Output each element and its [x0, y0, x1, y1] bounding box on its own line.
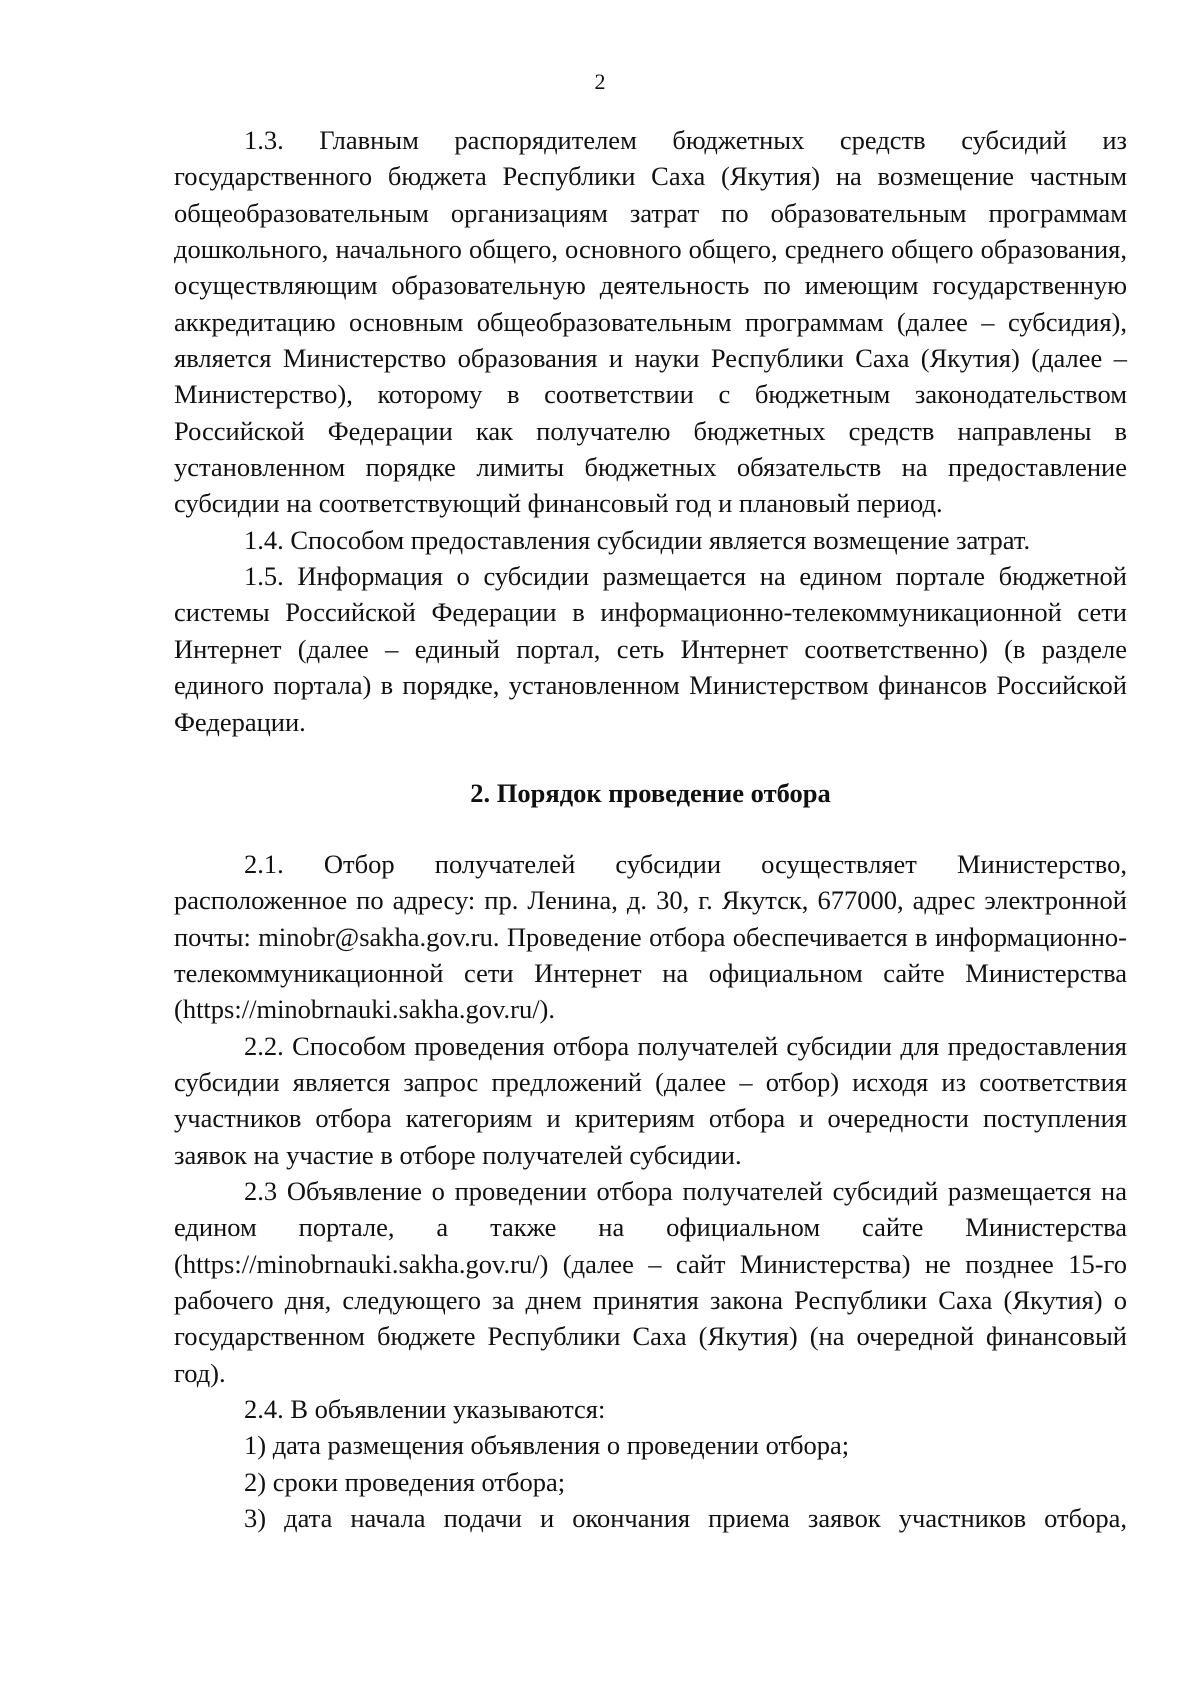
email-address: minobr@sakha.gov.ru [258, 921, 493, 952]
paragraph-2-1-text-end: . Проведение отбора обеспечивается в информационно-телекоммуникационной сети Интернет на официальном сайте Министерства (https://minobrnauki.sakha.gov.ru/). [174, 921, 1127, 1025]
paragraph-2-4: 2.4. В объявлении указываются: [244, 1394, 606, 1424]
section-2-heading: 2. Порядок проведение отбора [470, 777, 831, 808]
paragraph-1-3: 1.3. Главным распорядителем бюджетных средств субсидий из государственного бюджета Республики Саха (Якутия) на возмещение частным общеобразовательным организациям затрат по образовательным программам дошкольного, начального общего, основного общего, среднего общего образования, осуществляющим образовательную деятельность по имеющим государственную аккредитацию основным общеобразовательным программам (далее – субсидия), является Министерство образования и науки Республики Саха (Якутия) (далее – Министерство), которому в соответствии с бюджетным законодательством Российской Федерации как получателю бюджетных средств направлены в установленном порядке лимиты бюджетных обязательств на предоставление субсидии на соответствующий финансовый год и плановый период. [174, 125, 1127, 519]
paragraph-1-5: 1.5. Информация о субсидии размещается на едином портале бюджетной системы Российской Федерации в информационно-телекоммуникационной сети Интернет (далее – единый портал, сеть Интернет соответственно) (в разделе единого портала) в порядке, установленном Министерством финансов Российской Федерации. [174, 561, 1127, 737]
paragraph-2-3: 2.3 Объявление о проведении отбора получателей субсидий размещается на едином портале, а также на официальном сайте Министерства (https://minobrnauki.sakha.gov.ru/) (далее – сайт Министерства) не позднее 15-го рабочего дня, следующего за днем принятия закона Республики Саха (Якутия) о государственном бюджете Республики Саха (Якутия) (на очередной финансовый год). [174, 1175, 1127, 1388]
paragraph-2-2: 2.2. Способом проведения отбора получателей субсидии для предоставления субсидии является запрос предложений (далее – отбор) исходя из соответствия участников отбора категориям и критериям отбора и очередности поступления заявок на участие в отборе получателей субсидии. [174, 1030, 1127, 1170]
page-number: 2 [594, 69, 606, 94]
paragraph-2-1-text-start: 2.1. Отбор получателей субсидии осуществляет Министерство, расположенное по адресу: пр. Ленина, д. 30, г. Якутск, 677000, адрес электронной почты: [174, 848, 1127, 952]
list-item-3: 3) дата начала подачи и окончания приема заявок участников отбора, [244, 1503, 1127, 1534]
document-body [174, 122, 1127, 1536]
paragraph-1-4: 1.4. Способом предоставления субсидии является возмещение затрат. [244, 524, 1031, 555]
list-item-2: 2) сроки проведения отбора; [244, 1466, 566, 1497]
paragraph-2-1 [174, 846, 1127, 1028]
list-item-1: 1) дата размещения объявления о проведении отбора; [244, 1430, 850, 1461]
